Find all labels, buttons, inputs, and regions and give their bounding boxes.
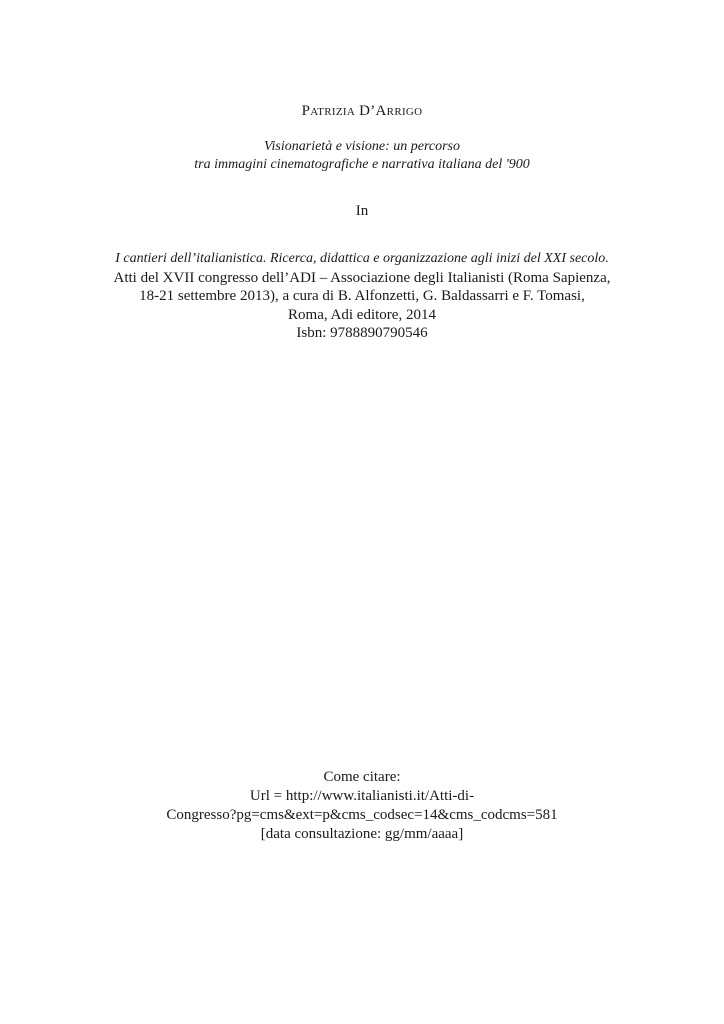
source-line-congress: Atti del XVII congresso dell’ADI – Associazione degli Italianisti (Roma Sapienza,	[113, 269, 611, 286]
in-label: In	[355, 203, 369, 219]
paper-title-line-1: Visionarietà e visione: un percorso	[264, 139, 460, 154]
paper-title-line-2: tra immagini cinematografiche e narrativa italiana del '900	[194, 157, 530, 172]
author-name: Patrizia D’Arrigo	[301, 103, 423, 119]
citation-url-line-2: Congresso?pg=cms&ext=p&cms_codsec=14&cms_codcms=581	[166, 807, 558, 823]
book-title: I cantieri dell’italianistica. Ricerca, didattica e organizzazione agli inizi del XXI secolo.	[115, 251, 609, 266]
citation-block	[0, 768, 724, 844]
citation-access-note: [data consultazione: gg/mm/aaaa]	[260, 826, 464, 842]
paper-title	[0, 138, 724, 174]
source-line-editors: 18-21 settembre 2013), a cura di B. Alfonzetti, G. Baldassarri e F. Tomasi,	[139, 288, 585, 304]
source-line-isbn: Isbn: 9788890790546	[296, 325, 428, 341]
citation-url-line-1: Url = http://www.italianisti.it/Atti-di-	[249, 788, 475, 804]
source-line-publisher: Roma, Adi editore, 2014	[288, 306, 436, 323]
source-reference	[0, 250, 724, 343]
citation-heading: Come citare:	[323, 769, 401, 785]
